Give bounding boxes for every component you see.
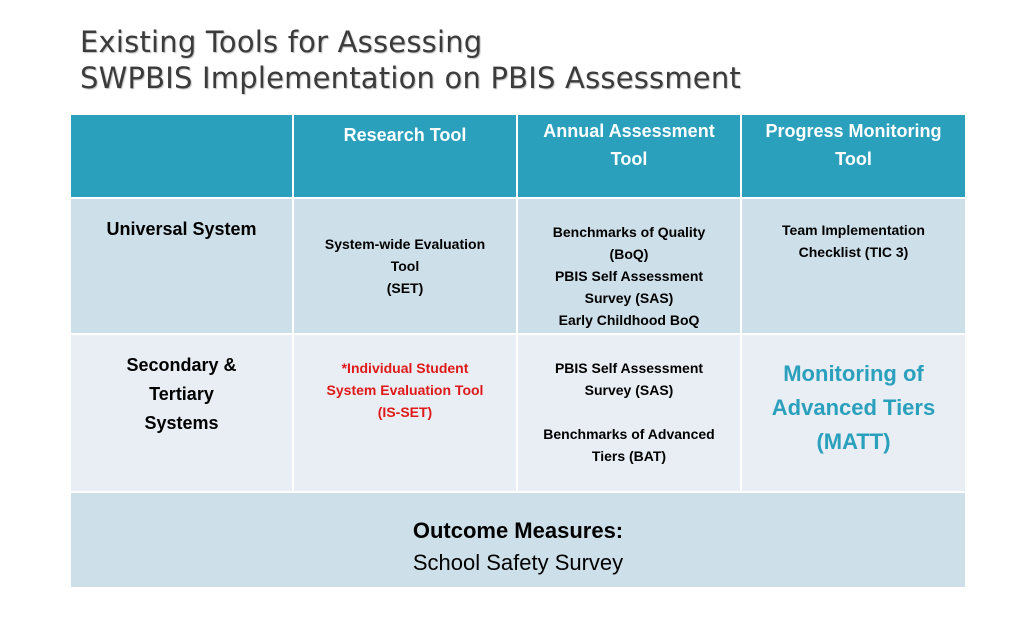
cell-universal-research: System-wide Evaluation Tool (SET)	[293, 198, 517, 334]
slide-title-line-2: SWPBIS Implementation on PBIS Assessment	[80, 61, 741, 95]
matt-highlight: Monitoring of Advanced Tiers (MATT)	[771, 361, 936, 454]
slide-title	[80, 24, 741, 96]
cell-outcome-measures	[70, 492, 966, 588]
slide-title-line-1: Existing Tools for Assessing	[80, 25, 483, 59]
row-label-secondary-tertiary: Secondary & Tertiary Systems	[70, 334, 293, 492]
table-header-row	[70, 114, 966, 198]
outcome-measures-value: School Safety Survey	[412, 550, 624, 575]
table-row-outcome	[70, 492, 966, 588]
table-row-secondary-tertiary	[70, 334, 966, 492]
cell-secondary-progress	[741, 334, 966, 492]
header-progress-monitoring-tool: Progress Monitoring Tool	[741, 114, 966, 198]
cell-universal-progress: Team Implementation Checklist (TIC 3)	[741, 198, 966, 334]
header-annual-assessment-tool: Annual Assessment Tool	[517, 114, 741, 198]
table-row-universal	[70, 198, 966, 334]
header-research-tool: Research Tool	[293, 114, 517, 198]
cell-universal-annual: Benchmarks of Quality (BoQ) PBIS Self Assessment Survey (SAS) Early Childhood BoQ	[517, 198, 741, 334]
header-corner-cell	[70, 114, 293, 198]
cell-secondary-annual: PBIS Self Assessment Survey (SAS) Benchmarks of Advanced Tiers (BAT)	[517, 334, 741, 492]
assessment-tools-table	[69, 113, 967, 589]
cell-secondary-research: *Individual Student System Evaluation Tool (IS-SET)	[293, 334, 517, 492]
row-label-universal: Universal System	[70, 198, 293, 334]
outcome-measures-label: Outcome Measures:	[412, 518, 624, 543]
